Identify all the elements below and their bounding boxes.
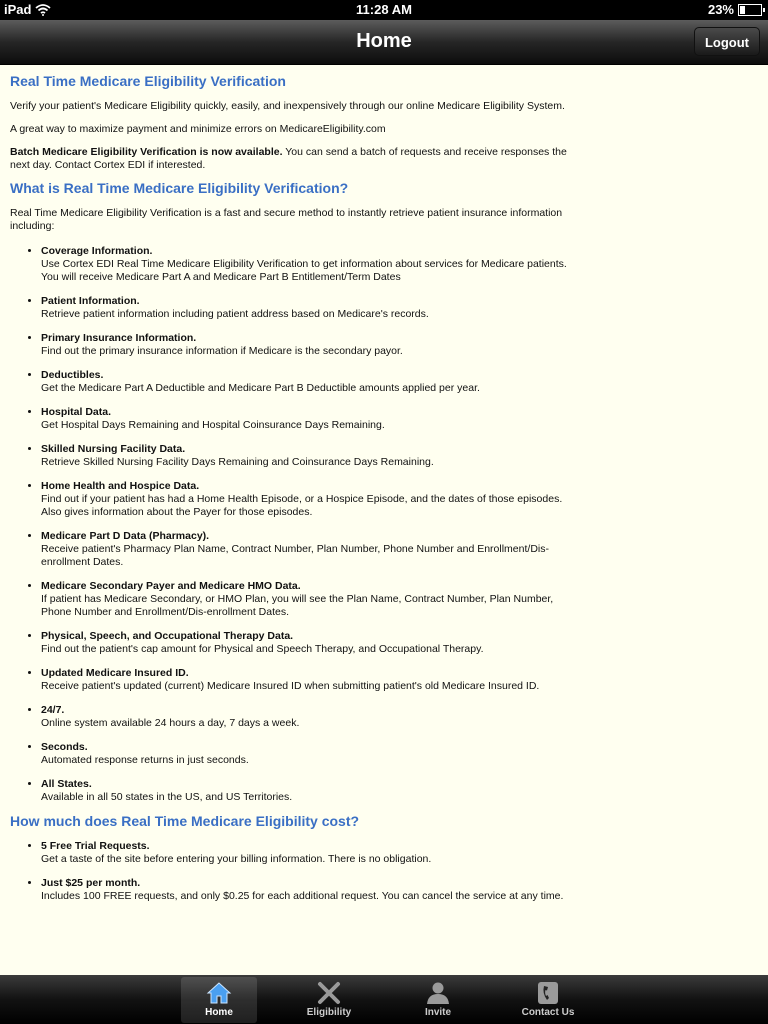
- content-area[interactable]: [0, 65, 768, 975]
- list-item-title: • Coverage Information.: [41, 245, 153, 257]
- list-item-title: • Patient Information.: [41, 295, 140, 307]
- list-item-desc: Online system available 24 hours a day, 7 days a week.: [41, 717, 300, 729]
- x-icon: [316, 981, 342, 1005]
- batch-bold-text: Batch Medicare Eligibility Verification is now available.: [10, 146, 283, 158]
- tab-home-label: Home: [205, 1007, 233, 1018]
- list-item: [41, 667, 568, 693]
- pricing-list: [10, 840, 568, 903]
- list-item-desc: Available in all 50 states in the US, and US Territories.: [41, 791, 293, 803]
- list-item-desc: Get a taste of the site before entering your billing information. There is no obligation.: [41, 853, 432, 865]
- list-item-title: • Physical, Speech, and Occupational Therapy Data.: [41, 630, 294, 642]
- device-name: iPad: [4, 2, 32, 17]
- list-item: [41, 530, 568, 569]
- section1-paragraph-3: [10, 146, 568, 172]
- tab-eligibility[interactable]: [291, 977, 367, 1023]
- list-item-desc: Includes 100 FREE requests, and only $0.25 for each additional request. You can cancel the service at any time.: [41, 890, 564, 902]
- list-item-desc: Retrieve patient information including patient address based on Medicare's records.: [41, 308, 429, 320]
- list-item: [41, 877, 568, 903]
- navigation-bar: [0, 20, 768, 65]
- phone-icon: [535, 981, 561, 1005]
- tab-home[interactable]: [181, 977, 257, 1023]
- section1-heading: Real Time Medicare Eligibility Verification: [10, 73, 286, 89]
- list-item-desc: Get Hospital Days Remaining and Hospital Coinsurance Days Remaining.: [41, 419, 385, 431]
- status-right: [708, 2, 762, 17]
- list-item-desc: Receive patient's Pharmacy Plan Name, Contract Number, Plan Number, Phone Number and Enrollment/Dis-enrollment Dates.: [41, 543, 549, 568]
- list-item-desc: Find out the patient's cap amount for Physical and Speech Therapy, and Occupational Therapy.: [41, 643, 484, 655]
- list-item: [41, 704, 568, 730]
- list-item-title: • Home Health and Hospice Data.: [41, 480, 200, 492]
- list-item: [41, 741, 568, 767]
- section1-paragraph-2: A great way to maximize payment and minimize errors on MedicareEligibility.com: [10, 123, 386, 135]
- list-item-title: • 24/7.: [41, 704, 65, 716]
- battery-percent: 23%: [707, 2, 734, 17]
- section2-intro: Real Time Medicare Eligibility Verification is a fast and secure method to instantly retrieve patient insurance information including:: [10, 207, 563, 232]
- battery-icon: [738, 4, 762, 16]
- section3-heading: How much does Real Time Medicare Eligibility cost?: [10, 813, 360, 829]
- list-item: [41, 369, 568, 395]
- list-item: [41, 480, 568, 519]
- list-item-title: • All States.: [41, 778, 92, 790]
- list-item-title: • Just $25 per month.: [41, 877, 141, 889]
- list-item-desc: Get the Medicare Part A Deductible and Medicare Part B Deductible amounts applied per year.: [41, 382, 480, 394]
- list-item-desc: Receive patient's updated (current) Medicare Insured ID when submitting patient's old Medicare Insured ID.: [41, 680, 540, 692]
- list-item-title: • Seconds.: [41, 741, 88, 753]
- tab-eligibility-label: Eligibility: [306, 1007, 352, 1018]
- status-time: 11:28 AM: [356, 2, 412, 17]
- list-item: [41, 295, 568, 321]
- list-item: [41, 245, 568, 284]
- list-item-title: • Skilled Nursing Facility Data.: [41, 443, 186, 455]
- list-item-desc: Retrieve Skilled Nursing Facility Days Remaining and Coinsurance Days Remaining.: [41, 456, 434, 468]
- list-item-title: • Medicare Secondary Payer and Medicare HMO Data.: [41, 580, 301, 592]
- page-title: Home: [356, 30, 412, 52]
- tab-contact-us-label: Contact Us: [521, 1007, 575, 1018]
- list-item: [41, 778, 568, 804]
- tab-invite-label: Invite: [424, 1007, 452, 1018]
- list-item-title: • Medicare Part D Data (Pharmacy).: [41, 530, 210, 542]
- list-item-title: • Primary Insurance Information.: [41, 332, 197, 344]
- list-item: [41, 332, 568, 358]
- list-item-title: • 5 Free Trial Requests.: [41, 840, 150, 852]
- features-list: [10, 245, 568, 804]
- battery-fill: [740, 6, 745, 14]
- article: [0, 65, 768, 903]
- list-item: [41, 406, 568, 432]
- list-item-desc: Find out the primary insurance information if Medicare is the secondary payor.: [41, 345, 403, 357]
- list-item-title: • Updated Medicare Insured ID.: [41, 667, 189, 679]
- tab-invite[interactable]: [400, 977, 476, 1023]
- home-icon: [206, 981, 232, 1005]
- list-item-desc: Automated response returns in just seconds.: [41, 754, 249, 766]
- section1-paragraph-1: Verify your patient's Medicare Eligibility quickly, easily, and inexpensively through our online Medicare Eligibility System.: [10, 100, 565, 112]
- tab-contact-us[interactable]: [510, 977, 586, 1023]
- list-item-title: • Hospital Data.: [41, 406, 112, 418]
- tab-bar: [0, 975, 768, 1024]
- list-item-title: • Deductibles.: [41, 369, 104, 381]
- list-item: [41, 630, 568, 656]
- list-item: [41, 443, 568, 469]
- logout-button[interactable]: Logout: [694, 27, 760, 56]
- batch-text: You can send a batch of requests and receive responses the next day. Contact Cortex EDI if interested.: [10, 146, 567, 171]
- section2-heading: What is Real Time Medicare Eligibility Verification?: [10, 180, 349, 196]
- list-item: [41, 840, 568, 866]
- list-item-desc: If patient has Medicare Secondary, or HMO Plan, you will see the Plan Name, Contract Number, Plan Number, Phone Number and Enrollment/Dis-enrollment Dates.: [41, 593, 554, 618]
- list-item-desc: Find out if your patient has had a Home Health Episode, or a Hospice Episode, and the dates of those episodes. Also gives information about the Payer for those episodes.: [41, 493, 563, 518]
- person-icon: [425, 981, 451, 1005]
- status-bar: [0, 0, 768, 20]
- list-item: [41, 580, 568, 619]
- list-item-desc: Use Cortex EDI Real Time Medicare Eligibility Verification to get information about services for Medicare patients. You will receive Medicare Part A and Medicare Part B Entitlement/Term Dates: [41, 258, 567, 283]
